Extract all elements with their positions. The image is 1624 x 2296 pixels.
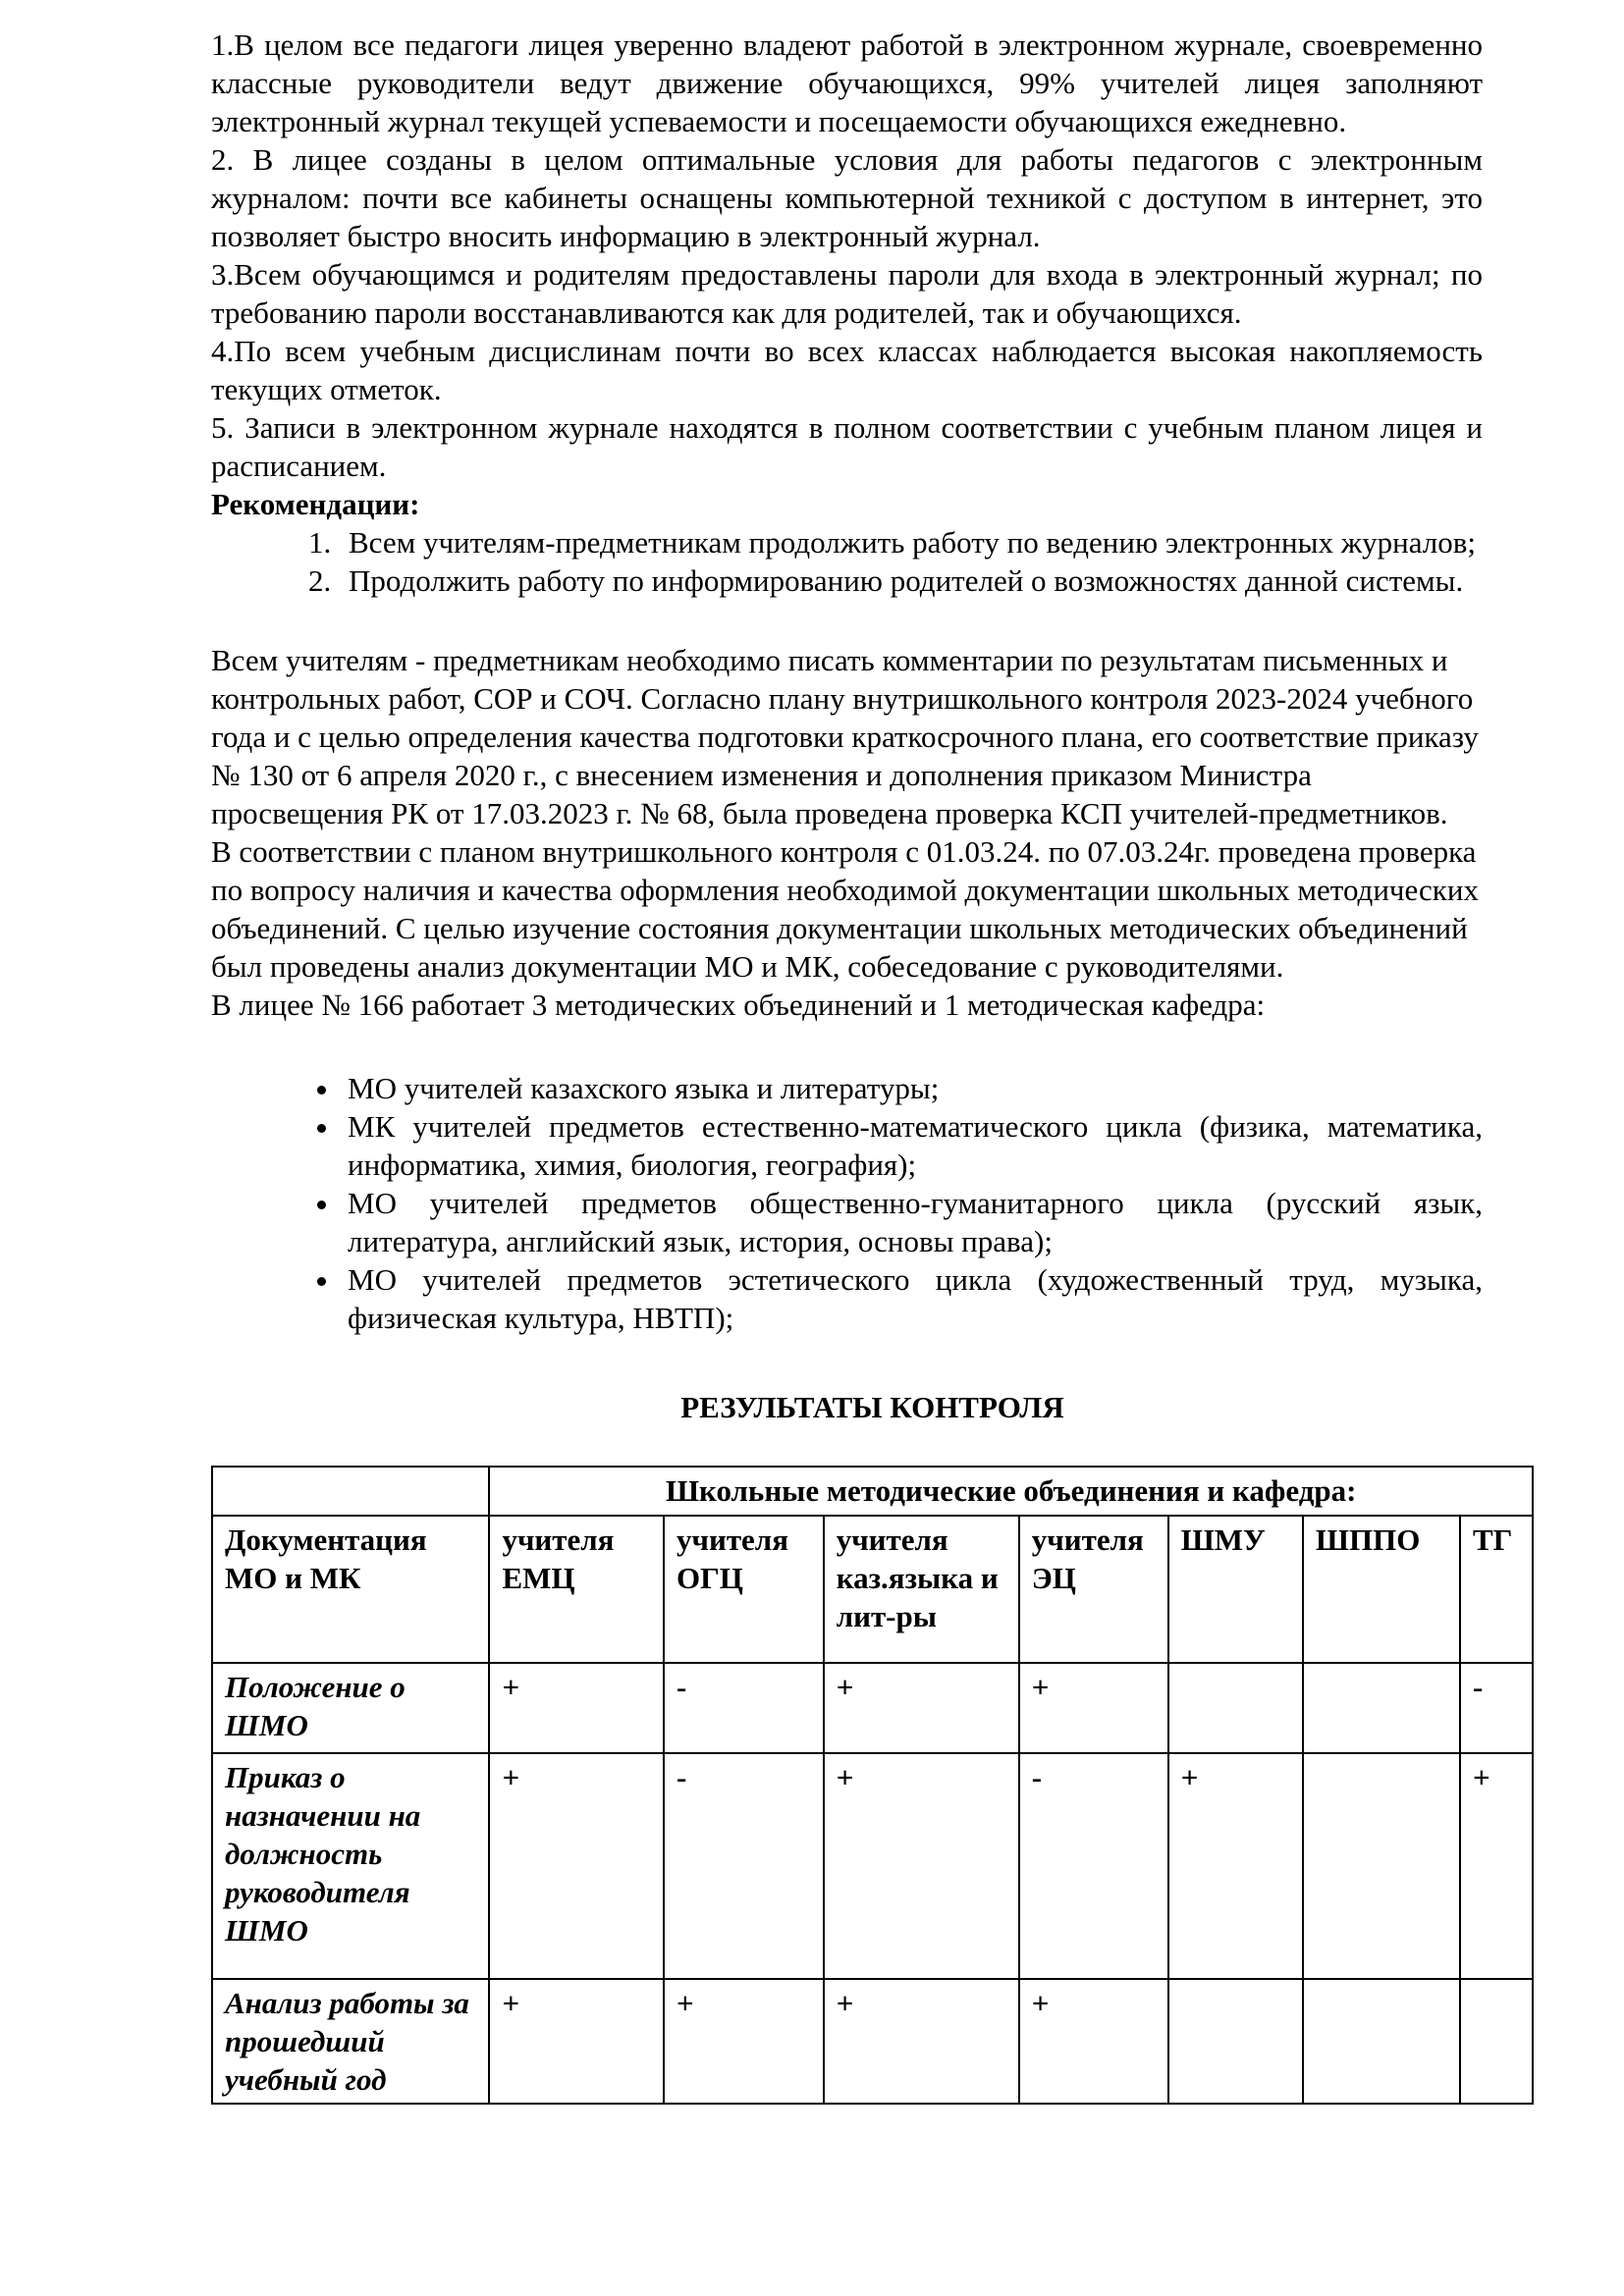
table-cell: + xyxy=(824,1663,1019,1753)
body-paragraph-control: В соответствии с планом внутришкольного контроля с 01.03.24. по 07.03.24г. проведена проверка по вопросу наличия и качества оформления необходимой документации школьных методических объединений. С целью изучение состояния документации школьных методических объединений был проведены анализ документации МО и МК, собеседование с руководителями. xyxy=(211,834,1479,984)
table-row xyxy=(212,1663,1533,1753)
list-item: • МО учителей казахского языка и литературы; xyxy=(342,1069,1483,1107)
table-cell: + xyxy=(489,1663,664,1753)
table-cell: + xyxy=(1168,1753,1303,1979)
recommendation-item: 2. Продолжить работу по информированию родителей о возможностях данной системы. xyxy=(339,561,1483,600)
column-header-shppo: ШППО xyxy=(1303,1516,1460,1663)
table-cell: - xyxy=(1019,1753,1168,1979)
column-header-ec: учителя ЭЦ xyxy=(1019,1516,1168,1663)
column-header-ogc: учителя ОГЦ xyxy=(664,1516,824,1663)
table-cell: + xyxy=(489,1753,664,1979)
table-column-header-row xyxy=(212,1516,1533,1663)
table-cell xyxy=(1303,1979,1460,2104)
list-item: • МК учителей предметов естественно-математического цикла (физика, математика, информатика, химия, биология, география); xyxy=(342,1107,1483,1184)
table-cell xyxy=(1168,1663,1303,1753)
table-cell: + xyxy=(1460,1753,1533,1979)
column-header-shmu: ШМУ xyxy=(1168,1516,1303,1663)
table-cell: - xyxy=(1460,1663,1533,1753)
body-paragraph-lyceum: В лицее № 166 работает 3 методических объединений и 1 методическая кафедра: xyxy=(211,988,1266,1022)
results-heading: РЕЗУЛЬТАТЫ КОНТРОЛЯ xyxy=(680,1390,1064,1424)
recommendation-item: 1. Всем учителям-предметникам продолжить работу по ведению электронных журналов; xyxy=(339,523,1483,561)
column-header-documentation: Документация МО и МК xyxy=(212,1516,489,1663)
finding-paragraph-4: 4.По всем учебным дисцислинам почти во всех классах наблюдается высокая накопляемость текущих отметок. xyxy=(211,334,1483,406)
results-table xyxy=(211,1466,1534,2105)
finding-paragraph-2: 2. В лицее созданы в целом оптимальные условия для работы педагогов с электронным журналом: почти все кабинеты оснащены компьютерной техникой с доступом в интернет, это позволяет быстро вносить информацию в электронный журнал. xyxy=(211,142,1483,253)
table-cell: - xyxy=(664,1663,824,1753)
table-cell xyxy=(1168,1979,1303,2104)
column-header-emc: учителя ЕМЦ xyxy=(489,1516,664,1663)
table-cell: - xyxy=(664,1753,824,1979)
finding-paragraph-5: 5. Записи в электронном журнале находятся в полном соответствии с учебным планом лицея и расписанием. xyxy=(211,410,1483,483)
finding-paragraph-3: 3.Всем обучающимся и родителям предоставлены пароли для входа в электронный журнал; по требованию пароли восстанавливаются как для родителей, так и обучающихся. xyxy=(211,257,1483,330)
column-header-kaz: учителя каз.языка и лит-ры xyxy=(824,1516,1019,1663)
recommendations-heading: Рекомендации: xyxy=(211,487,420,521)
table-row xyxy=(212,1753,1533,1979)
table-cell: + xyxy=(1019,1663,1168,1753)
document-content xyxy=(211,26,1483,1337)
list-item: • МО учителей предметов общественно-гуманитарного цикла (русский язык, литература, английский язык, история, основы права); xyxy=(342,1184,1483,1260)
table-cell: + xyxy=(824,1979,1019,2104)
table-cell: + xyxy=(664,1979,824,2104)
body-paragraph-ksp: Всем учителям - предметникам необходимо писать комментарии по результатам письменных и контрольных работ, СОР и СОЧ. Согласно плану внутришкольного контроля 2023-2024 учебного года и с целью определения качества подготовки краткосрочного плана, его соответствие приказу № 130 от 6 апреля 2020 г., с внесением изменения и дополнения приказом Министра просвещения РК от 17.03.2023 г. № 68, была проведена проверка КСП учителей-предметников. xyxy=(211,643,1479,830)
table-cell: + xyxy=(489,1979,664,2104)
numbered-findings xyxy=(211,26,1483,485)
table-cell xyxy=(1303,1663,1460,1753)
list-item: • МО учителей предметов эстетического цикла (художественный труд, музыка, физическая культура, НВТП); xyxy=(342,1260,1483,1337)
table-row xyxy=(212,1979,1533,2104)
table-group-header-row xyxy=(212,1467,1533,1516)
row-label: Анализ работы за прошедший учебный год xyxy=(212,1979,489,2104)
body-paragraphs xyxy=(211,641,1483,1024)
table-cell xyxy=(1460,1979,1533,2104)
row-label: Положение о ШМО xyxy=(212,1663,489,1753)
table-cell: + xyxy=(1019,1979,1168,2104)
methodical-associations-list xyxy=(211,1069,1483,1337)
group-header-cell: Школьные методические объединения и кафедра: xyxy=(489,1467,1533,1516)
table-cell xyxy=(1303,1753,1460,1979)
empty-corner-cell xyxy=(212,1467,489,1516)
finding-paragraph-1: 1.В целом все педагоги лицея уверенно владеют работой в электронном журнале, своевременно классные руководители ведут движение обучающихся, 99% учителей лицея заполняют электронный журнал текущей успеваемости и посещаемости обучающихся ежедневно. xyxy=(211,27,1483,138)
table-cell: + xyxy=(824,1753,1019,1979)
column-header-tg: ТГ xyxy=(1460,1516,1533,1663)
recommendations-list xyxy=(211,523,1483,600)
row-label: Приказ о назначении на должность руководителя ШМО xyxy=(212,1753,489,1979)
